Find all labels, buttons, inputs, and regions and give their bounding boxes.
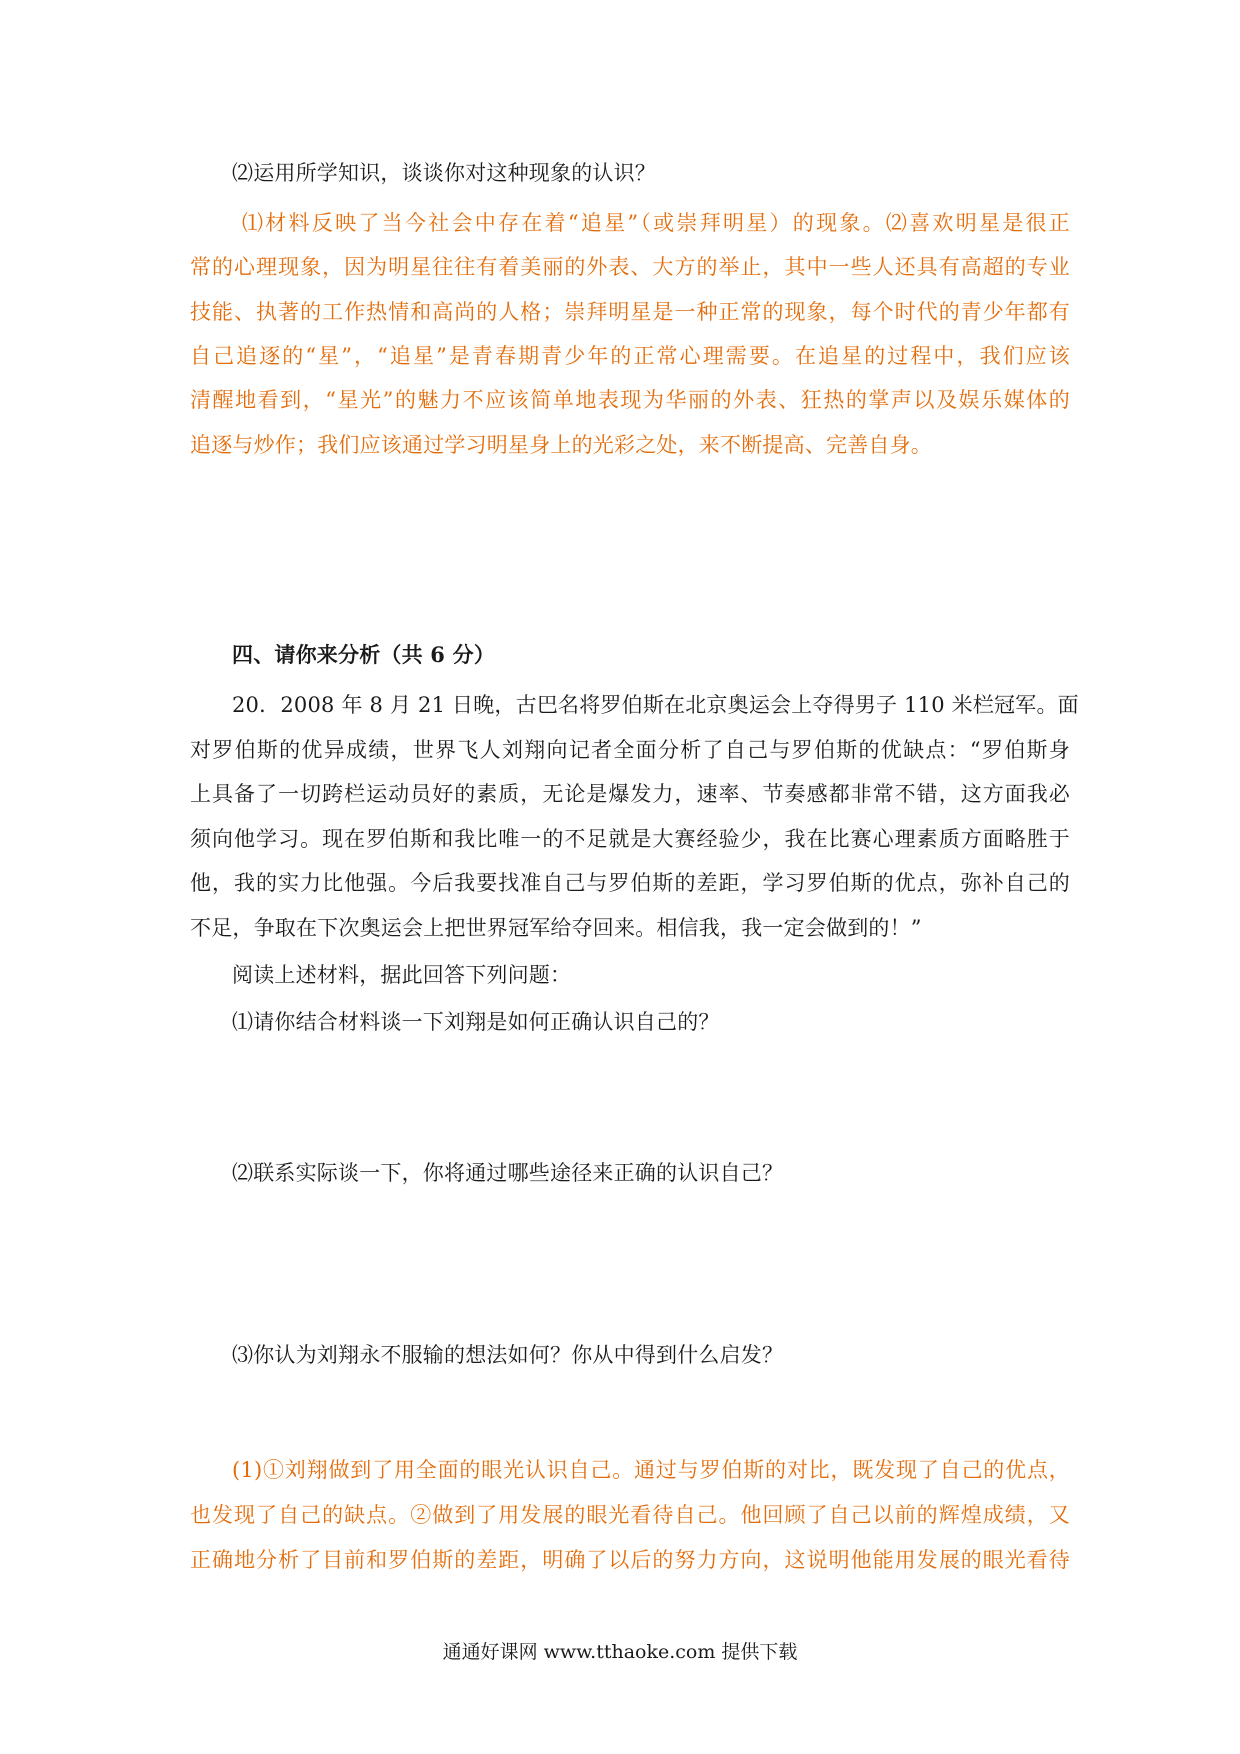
q20-prompt: 阅读上述材料，据此回答下列问题： bbox=[232, 963, 572, 987]
section-heading: 四、请你来分析（共 6 分） bbox=[232, 642, 496, 667]
q20-sub3-question: ⑶你认为刘翔永不服输的想法如何？你从中得到什么启发？ bbox=[232, 1343, 784, 1367]
q20-material-line: 对罗伯斯的优异成绩，世界飞人刘翔向记者全面分析了自己与罗伯斯的优缺点：“罗伯斯身 bbox=[190, 738, 1070, 762]
q20-answer-line: 正确地分析了目前和罗伯斯的差距，明确了以后的努力方向，这说明他能用发展的眼光看待 bbox=[190, 1548, 1070, 1572]
q20-sub1-question: ⑴请你结合材料谈一下刘翔是如何正确认识自己的？ bbox=[232, 1010, 720, 1034]
q20-material-line: 不足，争取在下次奥运会上把世界冠军给夺回来。相信我，我一定会做到的！” bbox=[190, 916, 922, 940]
q19-answer-line: 常的心理现象，因为明星往往有着美丽的外表、大方的举止，其中一些人还具有高超的专业 bbox=[190, 255, 1070, 279]
q19-answer-line: 追逐与炒作；我们应该通过学习明星身上的光彩之处，来不断提高、完善自身。 bbox=[190, 433, 932, 457]
q19-answer-line: 自己追逐的“星”，“追星”是青春期青少年的正常心理需要。在追星的过程中，我们应该 bbox=[190, 344, 1070, 368]
q20-sub2-question: ⑵联系实际谈一下，你将通过哪些途径来正确的认识自己？ bbox=[232, 1161, 784, 1185]
q20-answer-line: (1)①刘翔做到了用全面的眼光认识自己。通过与罗伯斯的对比，既发现了自己的优点， bbox=[232, 1458, 1070, 1482]
page-footer: 通通好课网 www.tthaoke.com 提供下载 bbox=[442, 1641, 798, 1663]
q19-answer-line: 清醒地看到，“星光”的魅力不应该简单地表现为华丽的外表、狂热的掌声以及娱乐媒体的 bbox=[190, 388, 1070, 412]
q19-sub2-question: ⑵运用所学知识，谈谈你对这种现象的认识？ bbox=[232, 161, 656, 185]
q20-material-line: 上具备了一切跨栏运动员好的素质，无论是爆发力，速率、节奏感都非常不错，这方面我必 bbox=[190, 782, 1070, 806]
q20-material-line: 他，我的实力比他强。今后我要找准自己与罗伯斯的差距，学习罗伯斯的优点，弥补自己的 bbox=[190, 871, 1070, 895]
q19-answer-line: ⑴材料反映了当今社会中存在着“追星”（或崇拜明星）的现象。⑵喜欢明星是很正 bbox=[242, 211, 1070, 235]
q19-answer-line: 技能、执著的工作热情和高尚的人格；崇拜明星是一种正常的现象，每个时代的青少年都有 bbox=[190, 300, 1070, 324]
q20-answer-line: 也发现了自己的缺点。②做到了用发展的眼光看待自己。他回顾了自己以前的辉煌成绩，又 bbox=[190, 1503, 1070, 1527]
q20-material-line: 20．2008 年 8 月 21 日晚，古巴名将罗伯斯在北京奥运会上夺得男子 110 米栏冠军。面 bbox=[232, 693, 1079, 717]
q20-material-line: 须向他学习。现在罗伯斯和我比唯一的不足就是大赛经验少，我在比赛心理素质方面略胜于 bbox=[190, 827, 1070, 851]
